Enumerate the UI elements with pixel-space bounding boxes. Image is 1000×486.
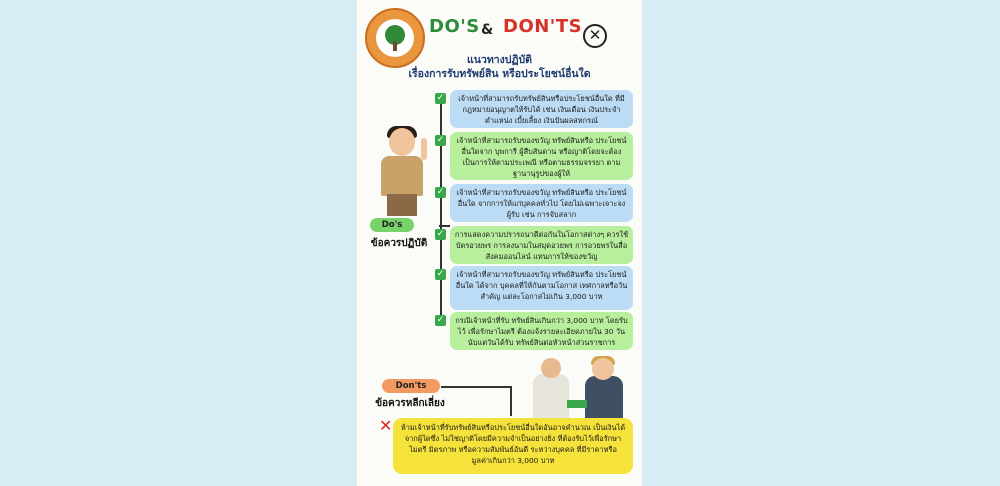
dos-pill: Do's [370,218,414,232]
tree-connector-line [440,96,442,318]
dos-item: เจ้าหน้าที่สามารถรับของขวัญ ทรัพย์สินหรือ ประโยชน์อื่นใด ได้จาก บุคคลที่ให้กันตามโอกาส เทศกาลหรือวันสำคัญ แต่ละโอกาสไม่เกิน 3,000 บาท [450,266,633,310]
check-icon: ✓ [436,229,445,239]
donts-item: ห้ามเจ้าหน้าที่รับทรัพย์สินหรือประโยชน์อื่นใดอันอาจคำนวณ เป็นเงินได้จากผู้ใดซึ่ง ไม่ใช่ญาติโดยมีความจำเป็นอย่างยิ่ง ที่ต้องรับไว้เพื่อรักษาไมตรี มิตรภาพ หรือความสัมพันธ์อันดี ระหว่างบุคคล ที่มีราคาหรือ มูลค่าเกินกว่า 3,000 บาท [393,418,633,474]
check-icon: ✓ [436,187,445,197]
dos-item: การแสดงความปรารถนาดีต่อกันในโอกาสต่างๆ ควรใช้บัตรอวยพร การลงนามในสมุดอวยพร การอวยพรในสื่อสังคมออนไลน์ แทนการให้ของขวัญ [450,226,633,264]
check-icon: ✓ [436,93,445,103]
dos-item: เจ้าหน้าที่สามารถรับของขวัญ ทรัพย์สินหรือ ประโยชน์อื่นใด จากการให้แก่บุคคลทั่วไป โดยไม่เฉพาะเจาะจง ผู้รับ เช่น การจับสลาก [450,184,633,222]
title-donts: DON'TS [503,16,583,37]
check-icon: ✓ [436,135,445,145]
cross-icon: ✕ [379,416,393,435]
dos-label: ข้อควรปฏิบัติ [370,238,428,249]
donts-connector-line [441,386,511,388]
donts-label: ข้อควรหลีกเลี่ยง [375,398,445,409]
title-ampersand: & [481,22,494,38]
teacher-illustration [373,128,433,220]
donts-pill: Don'ts [382,379,440,393]
title-dos: DO'S [429,16,480,37]
poster [357,0,642,486]
subtitle [387,53,612,81]
subtitle-line-2: เรื่องการรับทรัพย์สิน หรือประโยชน์อื่นใด [408,68,591,80]
subtitle-line-1: แนวทางปฏิบัติ [467,54,532,66]
bribe-illustration [529,356,629,426]
dos-connector-line [439,225,450,227]
dos-item: เจ้าหน้าที่สามารถรับของขวัญ ทรัพย์สินหรือ ประโยชน์อื่นใดจาก บุพการี ผู้สืบสันดาน หรือญาติโดยจะต้อง เป็นการให้ตามประเพณี หรือตามธรรมจรรยา ตามฐานานุรูปของผู้ให้ [450,132,633,180]
cross-circle-icon: ✕ [583,24,607,48]
check-icon: ✓ [436,315,445,325]
dos-item: เจ้าหน้าที่สามารถรับทรัพย์สินหรือประโยชน์อื่นใด ที่มีกฎหมายอนุญาตให้รับได้ เช่น เงินเดือน เงินประจำตำแหน่ง เบี้ยเลี้ยง เงินปันผลสหกรณ์ [450,90,633,128]
donts-connector-arrow [510,386,512,416]
dos-item: กรณีเจ้าหน้าที่รับ ทรัพย์สินเกินกว่า 3,000 บาท โดยรับไว้ เพื่อรักษาไมตรี ต้องแจ้งรายละเอียดภายใน 30 วันนับแต่วันได้รับ ทรัพย์สินต่อหัวหน้าส่วนราชการ [450,312,633,350]
check-icon: ✓ [436,269,445,279]
